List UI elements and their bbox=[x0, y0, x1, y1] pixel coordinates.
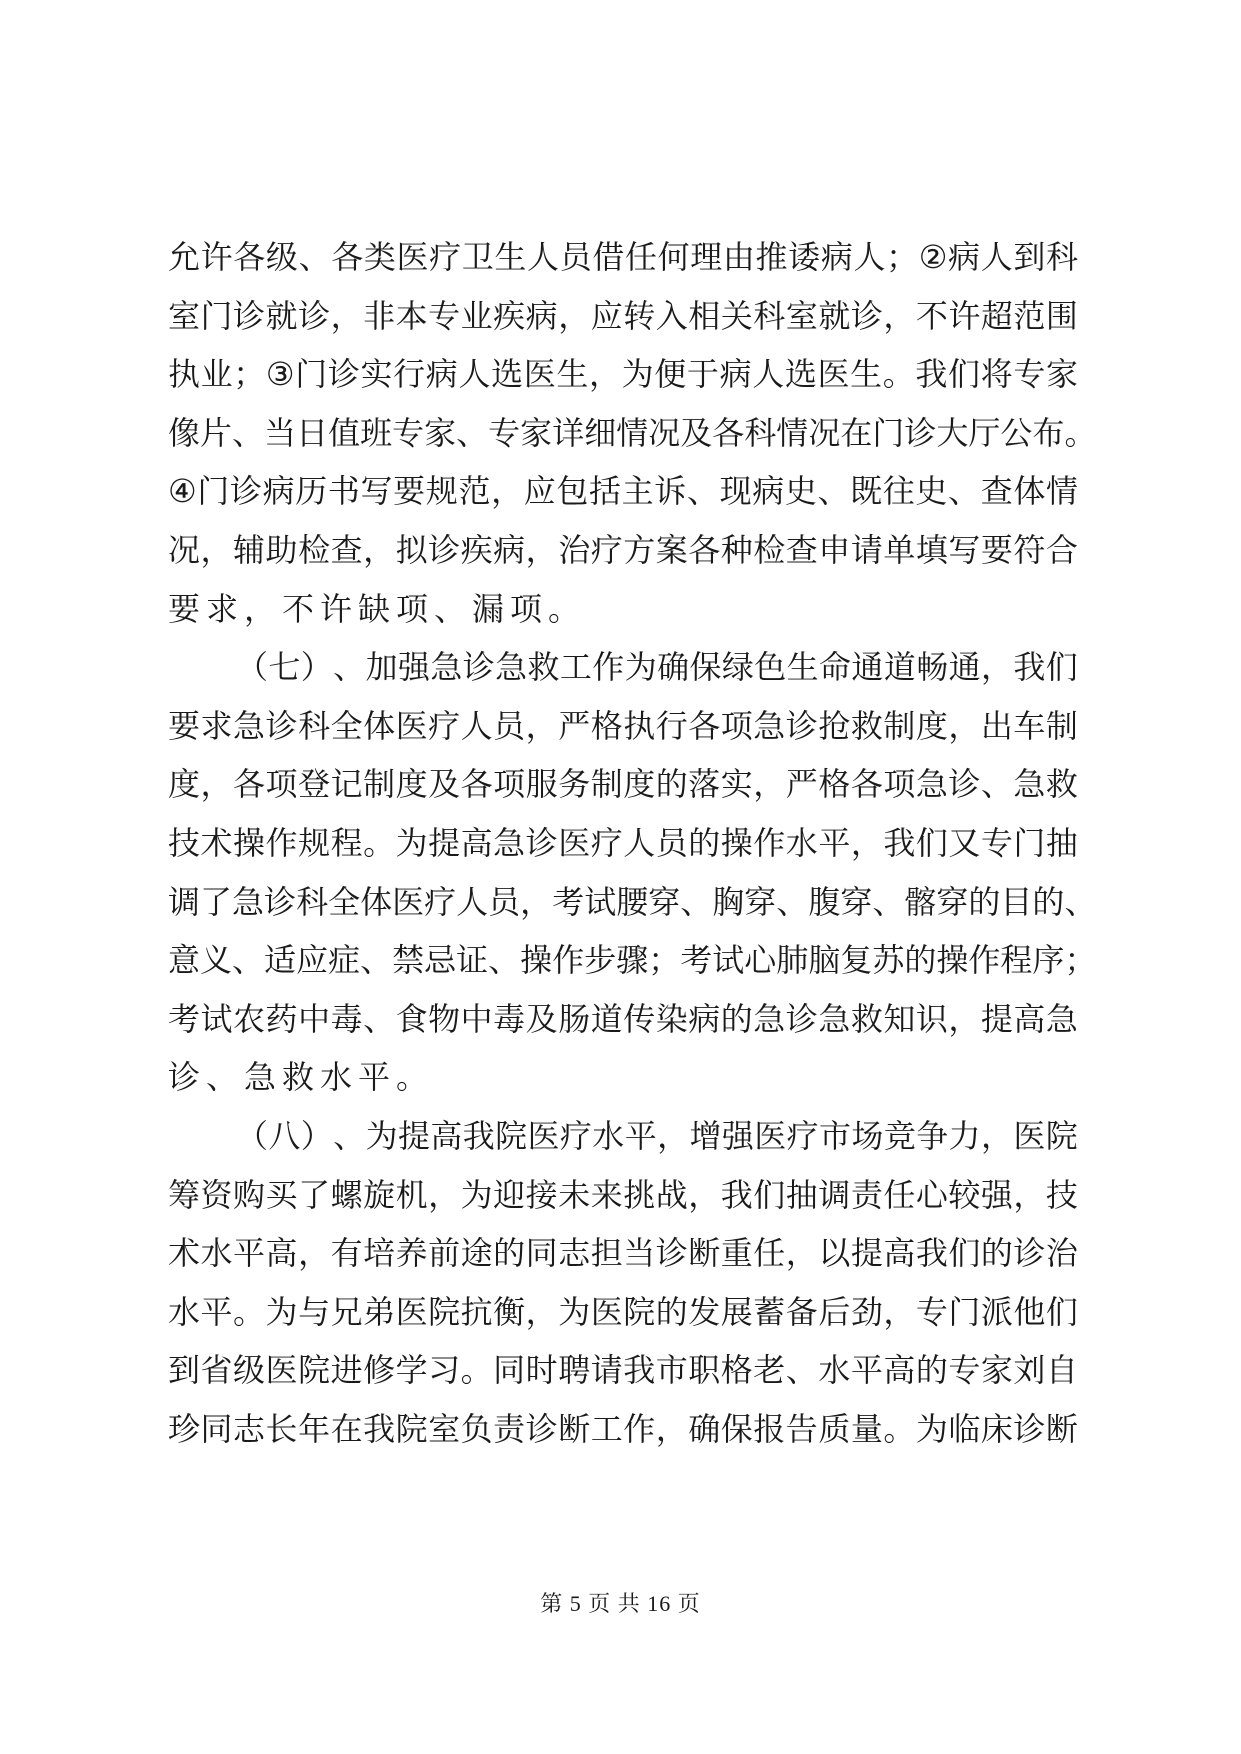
paragraph-line: 度 ， 各 项 登 记 制 度 及 各 项 服 务 制 度 的 落 实 ， 严 格 各 项 急 诊 、 急 救 bbox=[168, 765, 1078, 804]
paragraph-line: 到 省 级 医 院 进 修 学 习 。 同 时 聘 请 我 市 职 格 老 、 水 平 高 的 专 家 刘 自 bbox=[168, 1351, 1078, 1390]
paragraph-line: 室 门 诊 就 诊 ， 非 本 专 业 疾 病 ， 应 转 入 相 关 科 室 就 诊 ， 不 许 超 范 围 bbox=[168, 296, 1078, 335]
paragraph-line: 诊、急救水平。 bbox=[168, 1058, 435, 1097]
paragraph-line: 技 术 操 作 规 程 。 为 提 高 急 诊 医 疗 人 员 的 操 作 水 平 ， 我 们 又 专 门 抽 bbox=[168, 823, 1078, 862]
paragraph-line: 水 平 。 为 与 兄 弟 医 院 抗 衡 ， 为 医 院 的 发 展 蓄 备 后 劲 ， 专 门 派 他 们 bbox=[168, 1292, 1078, 1331]
paragraph-line: 执 业 ； ③ 门 诊 实 行 病 人 选 医 生 ， 为 便 于 病 人 选 医 生 。 我 们 将 专 家 bbox=[168, 355, 1078, 394]
paragraph-line: 珍 同 志 长 年 在 我 院 室 负 责 诊 断 工 作 ， 确 保 报 告 质 量 。 为 临 床 诊 断 bbox=[168, 1409, 1078, 1448]
paragraph-line: （ 七 ） 、 加 强 急 诊 急 救 工 作 为 确 保 绿 色 生 命 通 道 畅 通 ， 我 们 bbox=[236, 648, 1078, 687]
paragraph-line: 要 求 急 诊 科 全 体 医 疗 人 员 ， 严 格 执 行 各 项 急 诊 抢 救 制 度 ， 出 车 制 bbox=[168, 706, 1078, 745]
paragraph-line: 考 试 农 药 中 毒 、 食 物 中 毒 及 肠 道 传 染 病 的 急 诊 急 救 知 识 ， 提 高 急 bbox=[168, 999, 1078, 1038]
paragraph-line: 况 ， 辅 助 检 查 ， 拟 诊 疾 病 ， 治 疗 方 案 各 种 检 查 申 请 单 填 写 要 符 合 bbox=[168, 530, 1078, 569]
paragraph-line: （ 八 ） 、 为 提 高 我 院 医 疗 水 平 ， 增 强 医 疗 市 场 竞 争 力 ， 医 院 bbox=[236, 1116, 1078, 1155]
paragraph-line: ④ 门 诊 病 历 书 写 要 规 范 ， 应 包 括 主 诉 、 现 病 史 、 既 往 史 、 查 体 情 bbox=[168, 472, 1078, 511]
document-body bbox=[168, 228, 1097, 1458]
paragraph-line: 像 片 、 当 日 值 班 专 家 、 专 家 详 细 情 况 及 各 科 情 况 在 门 诊 大 厅 公 布 。 bbox=[168, 413, 1097, 452]
paragraph-line: 允 许 各 级 、 各 类 医 疗 卫 生 人 员 借 任 何 理 由 推 诿 病 人 ； ② 病 人 到 科 bbox=[168, 238, 1078, 276]
paragraph-line: 术 水 平 高 ， 有 培 养 前 途 的 同 志 担 当 诊 断 重 任 ， 以 提 高 我 们 的 诊 治 bbox=[168, 1234, 1078, 1273]
paragraph-line: 筹 资 购 买 了 螺 旋 机 ， 为 迎 接 未 来 挑 战 ， 我 们 抽 调 责 任 心 较 强 ， 技 bbox=[168, 1175, 1078, 1214]
paragraph-line: 调 了 急 诊 科 全 体 医 疗 人 员 ， 考 试 腰 穿 、 胸 穿 、 腹 穿 、 髂 穿 的 目 的 、 bbox=[168, 882, 1097, 921]
paragraph-line: 要求，不许缺项、漏项。 bbox=[168, 589, 587, 628]
paragraph-line: 意 义 、 适 应 症 、 禁 忌 证 、 操 作 步 骤 ； 考 试 心 肺 脑 复 苏 的 操 作 程 序 ； bbox=[168, 941, 1097, 980]
page-footer: 第 5 页 共 16 页 bbox=[540, 1591, 701, 1616]
